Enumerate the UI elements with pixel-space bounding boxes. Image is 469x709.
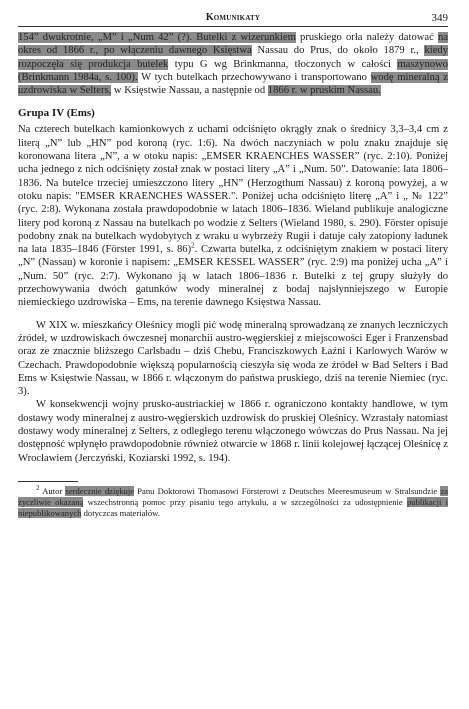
highlight: maszynowo (Brinkmann 1984a, s. 100). [18,58,448,83]
text-run: pruskiego orła należy datować [295,32,438,43]
text-run: Panu Doktorowi Thomasowi Försterowi z Deutsches Meeresmuseum w Stralsundzie [134,485,441,496]
text-run: . Czwarta butelka, z odciśniętym znakiem w postaci litery „N” (Nassau) w koronie i napisem: „EMSER KESSEL WASSER” (ryc. 2:9) ma poniżej ucha „A” i „Num. 50” (ryc. 2:7). Wykonano ją w latach 1806–1836 r. Butelki z tej grupy służyły do przechowywania dwóch gatunków wody mineralnej z bodaj najsłynniejszego w Europie niemieckiego uzdrowiska – Ems, na terenie dawnego Księstwa Nassau. [18,244,449,309]
page-number: 349 [431,12,448,24]
footnote-number: 2 [36,484,40,493]
footnote [18,486,448,518]
body-paragraph-1 [18,123,448,309]
text-run: dotyczcas materiałów. [81,507,160,518]
header-rule [18,26,448,27]
highlight: na okres od 1866 r., po włączeniu dawnego Księstwa [18,32,448,57]
highlight: 1866 r. w pruskim Nassau. [267,85,381,97]
page [18,10,448,518]
body-paragraph-3: W konsekwencji wojny prusko-austriackiej w 1866 r. ograniczono kontakty handlowe, w tym dostawy wody mineralnej z austro-węgierskich uzdrowisk do pruskiej Oleśnicy. Wzrastały natomiast dostawy wody mineralnej z Selters, z odległego terenu włączonego wówczas do Prus Nassau. Na jej dostępność wpłynęło prawdopodobnie również otwarcie w 1868 r. linii kolejowej łączącej Oleśnicę z Wrocławiem (Jerczyński, Koziarski 1992, s. 194). [18,399,448,464]
highlight: 154” dwukrotnie, „M” i „Num 42” (?). Butelki z wizerunkiem [18,32,296,43]
footnote-rule [18,481,78,482]
text-run: W tych butelkach przechowywano i transportowano [137,71,371,83]
footnote-marker: 2 [191,241,195,250]
spacer [18,310,448,319]
section-heading: Grupa IV (Ems) [18,107,95,120]
text-run: wszechstronną pomoc przy pisaniu tego artykułu, a w szczególności za udostępnienie [83,496,407,507]
running-head [18,10,448,26]
highlight: za życzliwie okazaną [18,485,448,507]
highlight: serdecznie dziękuje [65,485,135,496]
highlight: kiedy rozpoczęła się produkcja butelek [18,45,448,70]
text-run: Na czterech butelkach kamionkowych z uchami odciśnięto okrągły znak o średnicy 3,3–3,4 cm z literą „N” lub „HN” pod koroną (ryc. 1:6). Na dwóch naczyniach w polu znaku znajduje się koronowana litera „N”, a w otoku napis: „EMSER KRAENCHES WASSER” (ryc. 2:10). Poniżej ucha jednego z nich odciśnięty został znak w postaci litery „A” i „Num. 50”. Datowanie: lata 1806–1836. Na butelce trzeciej umieszczono litery „HN” (Herzogthum Nassau) z koroną powyżej, a w otoku napis: "EMSER KRAENCHES WASSER.". Poniżej ucha odciśnięto literę „A” i „ № 122” (ryc. 2:8). Wykonana została prawdopodobnie w latach 1806–1836. Wieland publikuje analogiczne litery pod koroną z Nassau na butelkach po wodzie z Selters (Wieland 1980, s. 290). Förster opisuje podobny znak na butelkach wydobytych z wraku u wybrzeży Rugii i datuje cały zatopiony ładunek na lata 1835–1846 (Förster 1991, s. 86) [18,124,448,256]
text-run: typu G wg Brinkmanna, tłoczonych w całości [168,58,398,70]
running-title: Komunikaty [205,12,261,23]
text-run: Nassau do Prus, do około 1879 r., [251,45,425,57]
intro-paragraph [18,31,448,97]
highlight: wodę mineralną z uzdrowiska w Selters, [18,71,448,97]
body-paragraph-2: W XIX w. mieszkańcy Oleśnicy mogli pić wodę mineralną sprowadzaną ze znanych leczniczych źródeł, w uzdrowiskach ówczesnej monarchii austro-węgierskiej z miejscowości Eger i Franzensbad oraz ze znacznie bliższego Carlsbadu – dziś Chebu, Franciszkowych Łaźni i Karlowych Warów w Czechach. Prawdopodobnie większą popularnością cieszyła się woda ze źródeł w Bad Selters i Bad Ems w Księstwie Nassau, w 1866 r. włączonym do państwa pruskiego, dziś na terenie Niemiec (ryc. 3). [18,319,448,398]
highlight: publikacji i niepublikowanych [18,496,448,518]
text-run: Autor [39,485,66,496]
text-run: w Księstwie Nassau, a następnie od [111,85,268,97]
